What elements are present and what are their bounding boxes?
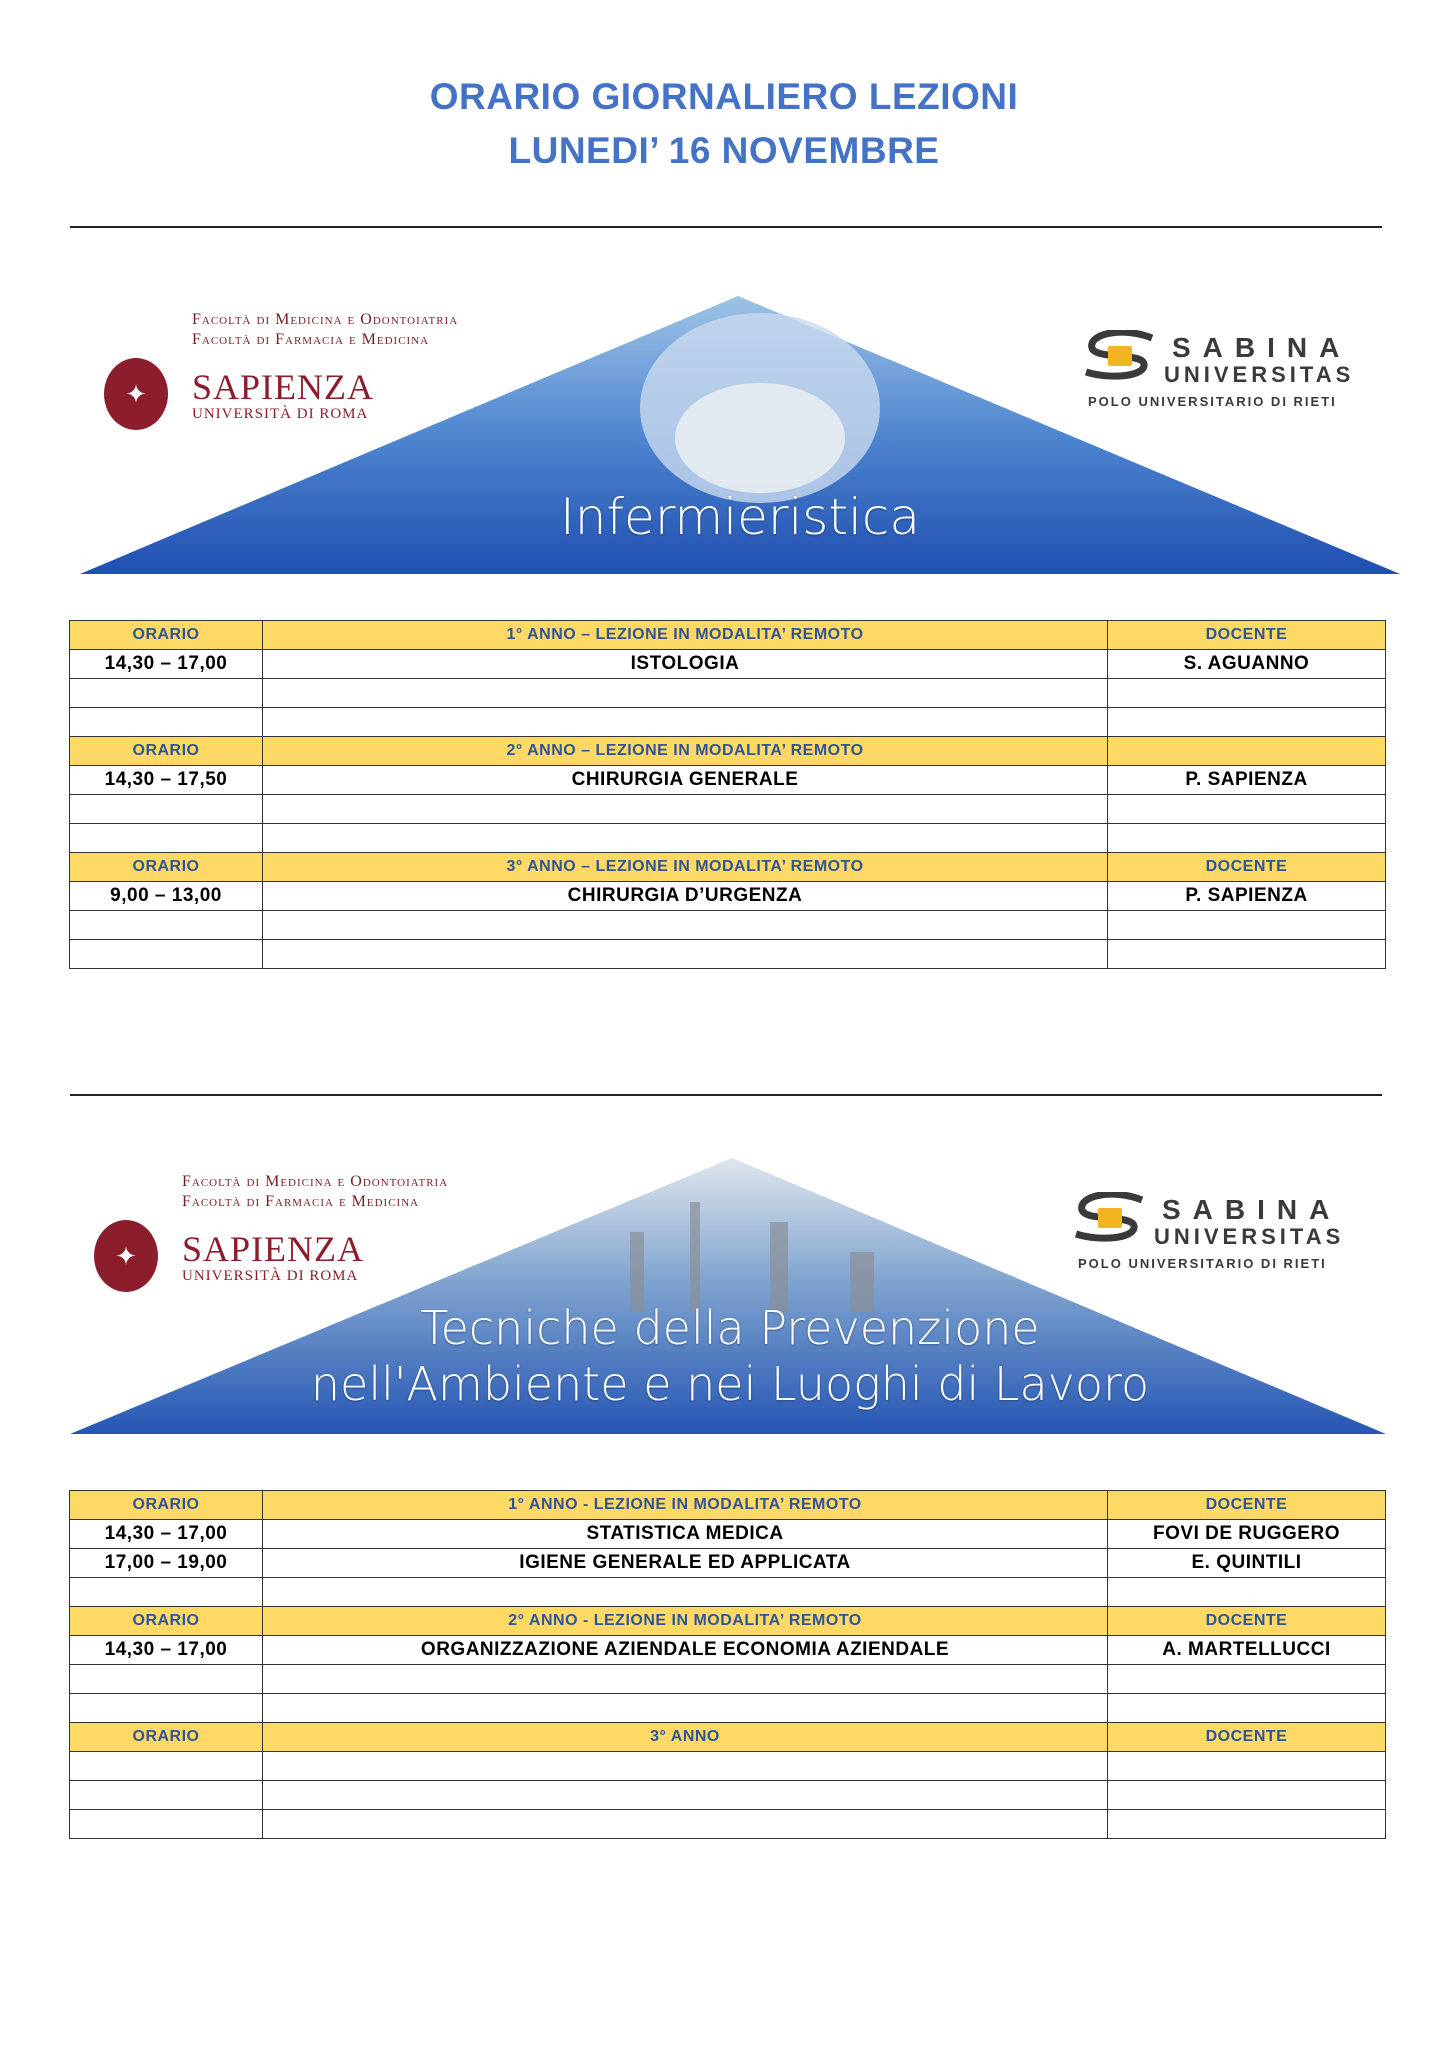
divider-top	[70, 226, 1382, 228]
divider-middle	[70, 1094, 1382, 1096]
sapienza-logo-name: SAPIENZA	[192, 367, 375, 407]
sapienza-logo-name: SAPIENZA	[182, 1229, 365, 1269]
lezione-cell	[263, 1665, 1108, 1694]
lezione-cell: CHIRURGIA D’URGENZA	[263, 882, 1108, 911]
table-row	[70, 1781, 1386, 1810]
table-row	[70, 795, 1386, 824]
table-row	[70, 708, 1386, 737]
lezione-cell: IGIENE GENERALE ED APPLICATA	[263, 1549, 1108, 1578]
table-header-row	[70, 853, 1386, 882]
lezione-cell	[263, 679, 1108, 708]
header-docente-cell: DOCENTE	[1108, 621, 1386, 650]
sapienza-logo-sub: UNIVERSITÀ DI ROMA	[182, 1268, 359, 1284]
faculty-line1: Facoltà di Medicina e Odontoiatria	[182, 1173, 449, 1190]
sabina-logo-line3: POLO UNIVERSITARIO DI RIETI	[1088, 394, 1337, 409]
table-header-row	[70, 621, 1386, 650]
table-row	[70, 1578, 1386, 1607]
lezione-cell	[263, 940, 1108, 969]
sabina-logo-line2: UNIVERSITAS	[1154, 1224, 1345, 1249]
docente-cell: A. MARTELLUCCI	[1108, 1636, 1386, 1665]
header-orario-cell: ORARIO	[70, 1607, 263, 1636]
orario-cell: 9,00 – 13,00	[70, 882, 263, 911]
docente-cell	[1108, 679, 1386, 708]
docente-cell: P. SAPIENZA	[1108, 882, 1386, 911]
lezione-cell	[263, 1810, 1108, 1839]
lezione-cell	[263, 1752, 1108, 1781]
lezione-cell: ISTOLOGIA	[263, 650, 1108, 679]
table-row	[70, 940, 1386, 969]
lezione-cell: STATISTICA MEDICA	[263, 1520, 1108, 1549]
orario-cell: 14,30 – 17,00	[70, 1520, 263, 1549]
header-lezione-cell: 1° ANNO - LEZIONE IN MODALITA’ REMOTO	[263, 1491, 1108, 1520]
header-lezione-cell: 3° ANNO	[263, 1723, 1108, 1752]
header-orario-cell: ORARIO	[70, 1723, 263, 1752]
lezione-cell	[263, 1578, 1108, 1607]
orario-cell	[70, 911, 263, 940]
header-docente-cell: DOCENTE	[1108, 1491, 1386, 1520]
faculty-line2: Facoltà di Farmacia e Medicina	[192, 331, 430, 348]
table-row	[70, 1636, 1386, 1665]
book-icon	[1108, 346, 1132, 366]
header-orario-cell: ORARIO	[70, 853, 263, 882]
book-icon	[1098, 1208, 1122, 1228]
table-header-row	[70, 1723, 1386, 1752]
docente-cell	[1108, 824, 1386, 853]
docente-cell: E. QUINTILI	[1108, 1549, 1386, 1578]
docente-cell	[1108, 911, 1386, 940]
lezione-cell	[263, 911, 1108, 940]
orario-cell	[70, 679, 263, 708]
course-title-line1: Tecniche della Prevenzione	[420, 1301, 1040, 1355]
header-orario-cell: ORARIO	[70, 737, 263, 766]
header-docente-cell: DOCENTE	[1108, 1607, 1386, 1636]
orario-cell	[70, 795, 263, 824]
docente-cell	[1108, 1752, 1386, 1781]
lezione-cell	[263, 795, 1108, 824]
orario-cell	[70, 1781, 263, 1810]
page-title-line1: ORARIO GIORNALIERO LEZIONI	[429, 76, 1019, 117]
docente-cell	[1108, 1810, 1386, 1839]
table-header-row	[70, 737, 1386, 766]
header-docente-cell: DOCENTE	[1108, 1723, 1386, 1752]
table-row	[70, 679, 1386, 708]
header-docente-cell: DOCENTE	[1108, 853, 1386, 882]
orario-cell	[70, 824, 263, 853]
docente-cell	[1108, 1781, 1386, 1810]
docente-cell	[1108, 1665, 1386, 1694]
table-row	[70, 1752, 1386, 1781]
table-row	[70, 824, 1386, 853]
sabina-logo-line3: POLO UNIVERSITARIO DI RIETI	[1078, 1256, 1327, 1271]
schedule-table-infermieristica	[69, 620, 1386, 969]
schedule-table-tecniche-prevenzione	[69, 1490, 1386, 1839]
banner-tecniche-prevenzione	[70, 1152, 1400, 1444]
faculty-line2: Facoltà di Farmacia e Medicina	[182, 1193, 420, 1210]
docente-cell	[1108, 708, 1386, 737]
header-lezione-cell: 2° ANNO – LEZIONE IN MODALITA’ REMOTO	[263, 737, 1108, 766]
orario-cell	[70, 1752, 263, 1781]
header-orario-cell: ORARIO	[70, 621, 263, 650]
orario-cell	[70, 1665, 263, 1694]
lezione-cell	[263, 1694, 1108, 1723]
docente-cell: FOVI DE RUGGERO	[1108, 1520, 1386, 1549]
lezione-cell: ORGANIZZAZIONE AZIENDALE ECONOMIA AZIENDALE	[263, 1636, 1108, 1665]
docente-cell	[1108, 1694, 1386, 1723]
sabina-logo-line1: SABINA	[1162, 1194, 1342, 1225]
faculty-line1: Facoltà di Medicina e Odontoiatria	[192, 311, 459, 328]
lezione-cell	[263, 1781, 1108, 1810]
sabina-logo-line1: SABINA	[1172, 332, 1352, 363]
table-row	[70, 650, 1386, 679]
course-title: Infermieristica	[560, 488, 920, 546]
orario-cell	[70, 1694, 263, 1723]
sapienza-seal-icon: ✦	[104, 358, 168, 430]
orario-cell: 17,00 – 19,00	[70, 1549, 263, 1578]
docente-cell	[1108, 795, 1386, 824]
table-header-row	[70, 1491, 1386, 1520]
table-row	[70, 1549, 1386, 1578]
sabina-logo-line2: UNIVERSITAS	[1164, 362, 1355, 387]
page-title-line2: LUNEDI’ 16 NOVEMBRE	[508, 130, 940, 171]
table-header-row	[70, 1607, 1386, 1636]
header-lezione-cell: 3° ANNO – LEZIONE IN MODALITA’ REMOTO	[263, 853, 1108, 882]
sapienza-seal-icon: ✦	[94, 1220, 158, 1292]
header-lezione-cell: 1° ANNO – LEZIONE IN MODALITA’ REMOTO	[263, 621, 1108, 650]
orario-cell	[70, 940, 263, 969]
banner-infermieristica	[70, 288, 1400, 580]
orario-cell	[70, 1810, 263, 1839]
course-title-line2: nell'Ambiente e nei Luoghi di Lavoro	[310, 1357, 1150, 1411]
docente-cell	[1108, 940, 1386, 969]
orario-cell: 14,30 – 17,00	[70, 1636, 263, 1665]
table-row	[70, 1520, 1386, 1549]
lezione-cell	[263, 708, 1108, 737]
docente-cell: P. SAPIENZA	[1108, 766, 1386, 795]
docente-cell: S. AGUANNO	[1108, 650, 1386, 679]
table-row	[70, 1665, 1386, 1694]
docente-cell	[1108, 1578, 1386, 1607]
table-row	[70, 911, 1386, 940]
sapienza-logo-sub: UNIVERSITÀ DI ROMA	[192, 406, 369, 422]
orario-cell: 14,30 – 17,50	[70, 766, 263, 795]
lezione-cell: CHIRURGIA GENERALE	[263, 766, 1108, 795]
orario-cell	[70, 708, 263, 737]
orario-cell	[70, 1578, 263, 1607]
header-orario-cell: ORARIO	[70, 1491, 263, 1520]
lezione-cell	[263, 824, 1108, 853]
header-docente-cell	[1108, 737, 1386, 766]
table-row	[70, 1810, 1386, 1839]
table-row	[70, 766, 1386, 795]
table-row	[70, 882, 1386, 911]
header-lezione-cell: 2° ANNO - LEZIONE IN MODALITA’ REMOTO	[263, 1607, 1108, 1636]
table-row	[70, 1694, 1386, 1723]
orario-cell: 14,30 – 17,00	[70, 650, 263, 679]
